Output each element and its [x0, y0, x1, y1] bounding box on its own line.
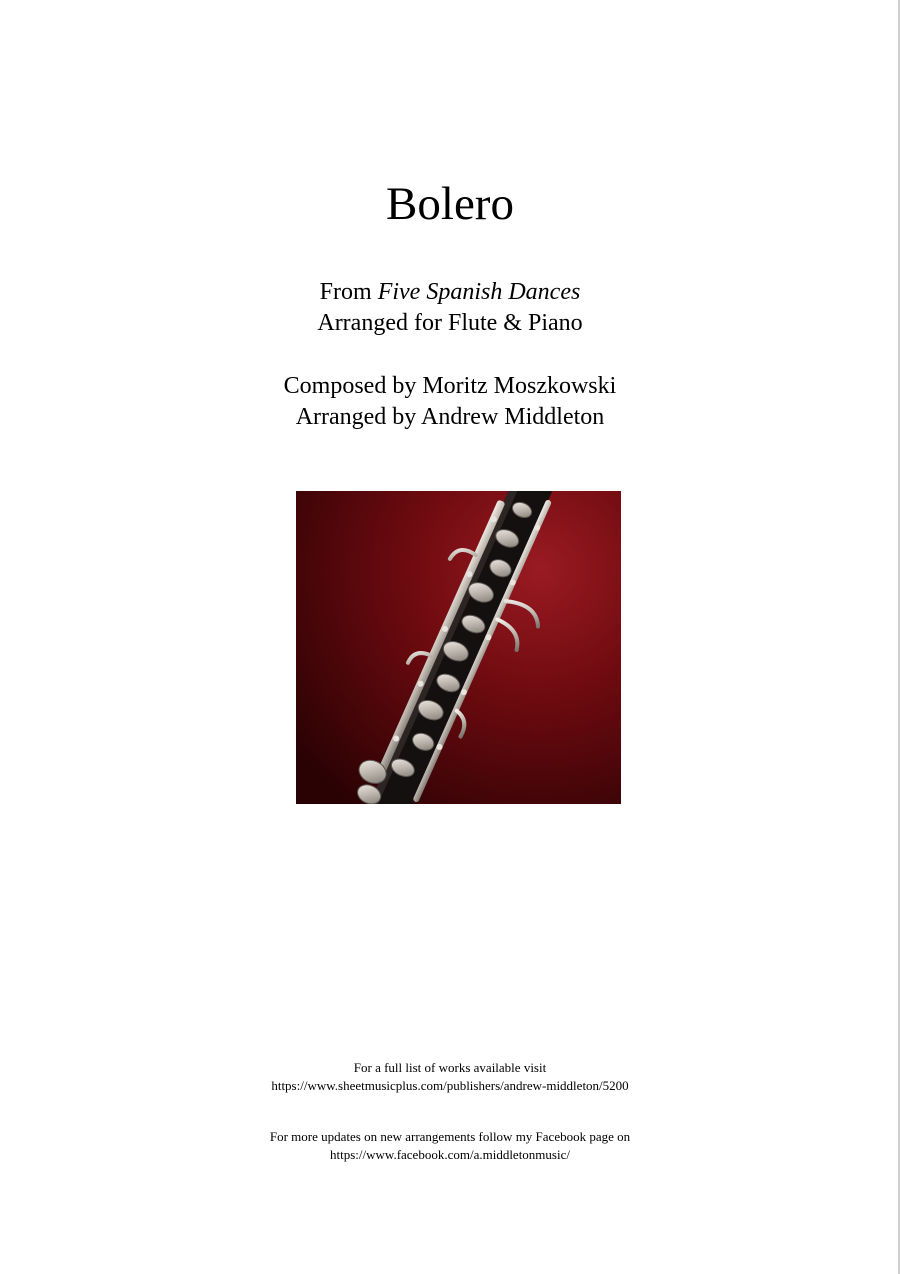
facebook-footer	[0, 1128, 900, 1164]
works-text: For a full list of works available visit	[353, 1060, 547, 1075]
arranged-for-line: Arranged for Flute & Piano	[317, 310, 583, 336]
work-info	[0, 277, 900, 339]
from-prefix: From	[319, 279, 378, 305]
arranger-line: Arranged by Andrew Middleton	[295, 404, 605, 430]
works-link[interactable]: https://www.sheetmusicplus.com/publishers/andrew-middleton/5200	[271, 1078, 629, 1093]
facebook-text: For more updates on new arrangements follow my Facebook page on	[269, 1129, 631, 1144]
facebook-link[interactable]: https://www.facebook.com/a.middletonmusic/	[330, 1147, 570, 1162]
composer-line: Composed by Moritz Moszkowski	[283, 373, 617, 399]
from-line	[0, 277, 900, 308]
works-footer	[0, 1059, 900, 1095]
credits	[0, 371, 900, 433]
oboe-photo	[296, 491, 621, 804]
cover-title: Bolero	[386, 178, 514, 230]
from-work-title: Five Spanish Dances	[377, 279, 581, 305]
oboe-illustration	[296, 491, 621, 804]
